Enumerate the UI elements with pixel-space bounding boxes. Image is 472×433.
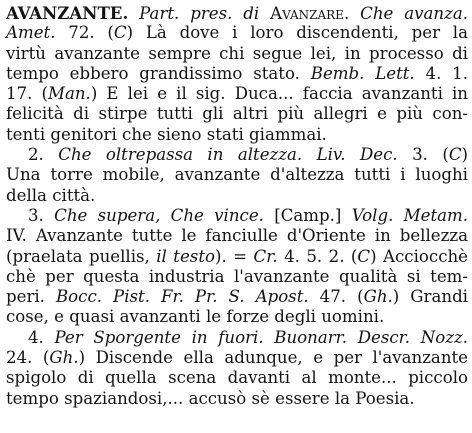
text-run: chè per questa industria l'avanzante qualità si tem- — [6, 266, 468, 286]
italic-run: il testo — [156, 246, 215, 266]
entry-line — [6, 247, 468, 267]
entry-line — [6, 368, 468, 388]
text-run: ) Discende ella adunque, e per l'avanzante — [78, 348, 469, 368]
entry-line — [6, 348, 468, 368]
entry-line — [6, 307, 468, 327]
italic-run: Per Sporgente in fuori. Buonarr. Descr. Nozz. — [54, 327, 468, 347]
italic-run: Gh. — [363, 287, 393, 307]
entry-line — [6, 287, 468, 307]
text-run: 3. ( — [397, 145, 449, 165]
text-run: 47. ( — [308, 287, 364, 307]
italic-run: Part. pres. di — [128, 4, 271, 23]
entry-line — [6, 165, 468, 185]
text-run: 2. — [28, 145, 59, 165]
entry-line — [6, 226, 468, 246]
sense-1 — [6, 3, 468, 145]
text-run: 17. ( — [6, 84, 48, 104]
italic-run: C — [448, 145, 462, 165]
text-run: 4. — [28, 327, 55, 347]
text-run: ) Grandi — [392, 287, 468, 307]
text-run: della città. — [6, 185, 96, 205]
text-run: 4. 5. 2. ( — [277, 246, 358, 266]
text-run: 3. — [28, 205, 55, 225]
text-run: virtù avanzante sempre chi segue lei, in processo di — [6, 43, 468, 63]
text-run: 4. 1. — [414, 63, 469, 83]
italic-run: Che oltrepassa in altezza. Liv. Dec. — [58, 145, 398, 165]
italic-run: Che avanza. — [349, 4, 468, 23]
text-run: ) — [461, 145, 468, 165]
entry-line — [6, 328, 468, 348]
italic-run: C — [357, 246, 371, 266]
entry-line — [6, 186, 468, 206]
lemma-reference: Avanzare. — [270, 4, 350, 23]
text-run: Una torre mobile, avanzante d'altezza tutti i luoghi — [6, 165, 468, 185]
italic-run: C — [113, 23, 127, 43]
text-run: ) E lei e il sig. Duca... faccia avanzanti in — [90, 84, 468, 104]
italic-run: Gh. — [49, 348, 79, 368]
sense-3 — [6, 206, 468, 328]
italic-run: Cr. — [253, 246, 278, 266]
text-run: felicità di stirpe tutti gli altri più allegri e più con- — [6, 104, 468, 124]
text-run: tempo ebbero grandissimo stato. — [6, 63, 311, 83]
headword: AVANZANTE. — [6, 3, 129, 23]
entry-line — [6, 44, 468, 64]
entry-line — [6, 64, 468, 84]
text-run: cose, e quasi avanzanti le forze degli uomini. — [6, 307, 385, 327]
italic-run: Bemb. Lett. — [310, 63, 415, 83]
text-run: IV. Avanzante tutte le fanciulle d'Oriente in bellezza — [6, 226, 468, 246]
text-run: tempo spaziandosi,... accusò sè essere la Poesia. — [6, 388, 415, 408]
text-run: [Camp.] — [263, 205, 352, 225]
text-run: peri. — [6, 287, 56, 307]
text-run: tenti genitori che sieno stati giammai. — [6, 124, 327, 144]
entry-line — [6, 3, 468, 23]
italic-run: Che supera, Che vince. — [54, 205, 264, 225]
text-run: 72. ( — [55, 23, 114, 43]
entry-line — [6, 145, 468, 165]
text-run: 24. ( — [6, 348, 50, 368]
entry-line — [6, 206, 468, 226]
italic-run: Volg. Metam. — [351, 205, 469, 225]
text-run: (praelata puellis, — [6, 246, 157, 266]
italic-run: Amet. — [6, 23, 56, 43]
text-run: ) Là dove i loro discendenti, per la — [126, 23, 469, 43]
text-run: ). = — [214, 246, 254, 266]
entry-line — [6, 125, 468, 145]
entry-line — [6, 84, 468, 104]
dictionary-entry — [6, 3, 468, 409]
italic-run: Bocc. Pist. Fr. Pr. S. Apost. — [55, 287, 309, 307]
text-run: spigolo di quella scena davanti al monte... piccolo — [6, 368, 468, 388]
sense-4 — [6, 328, 468, 409]
text-run: ) Acciocchè — [370, 246, 468, 266]
sense-2 — [6, 145, 468, 206]
entry-line — [6, 104, 468, 124]
italic-run: Man. — [47, 84, 91, 104]
entry-line — [6, 389, 468, 409]
entry-line — [6, 267, 468, 287]
entry-line — [6, 23, 468, 43]
